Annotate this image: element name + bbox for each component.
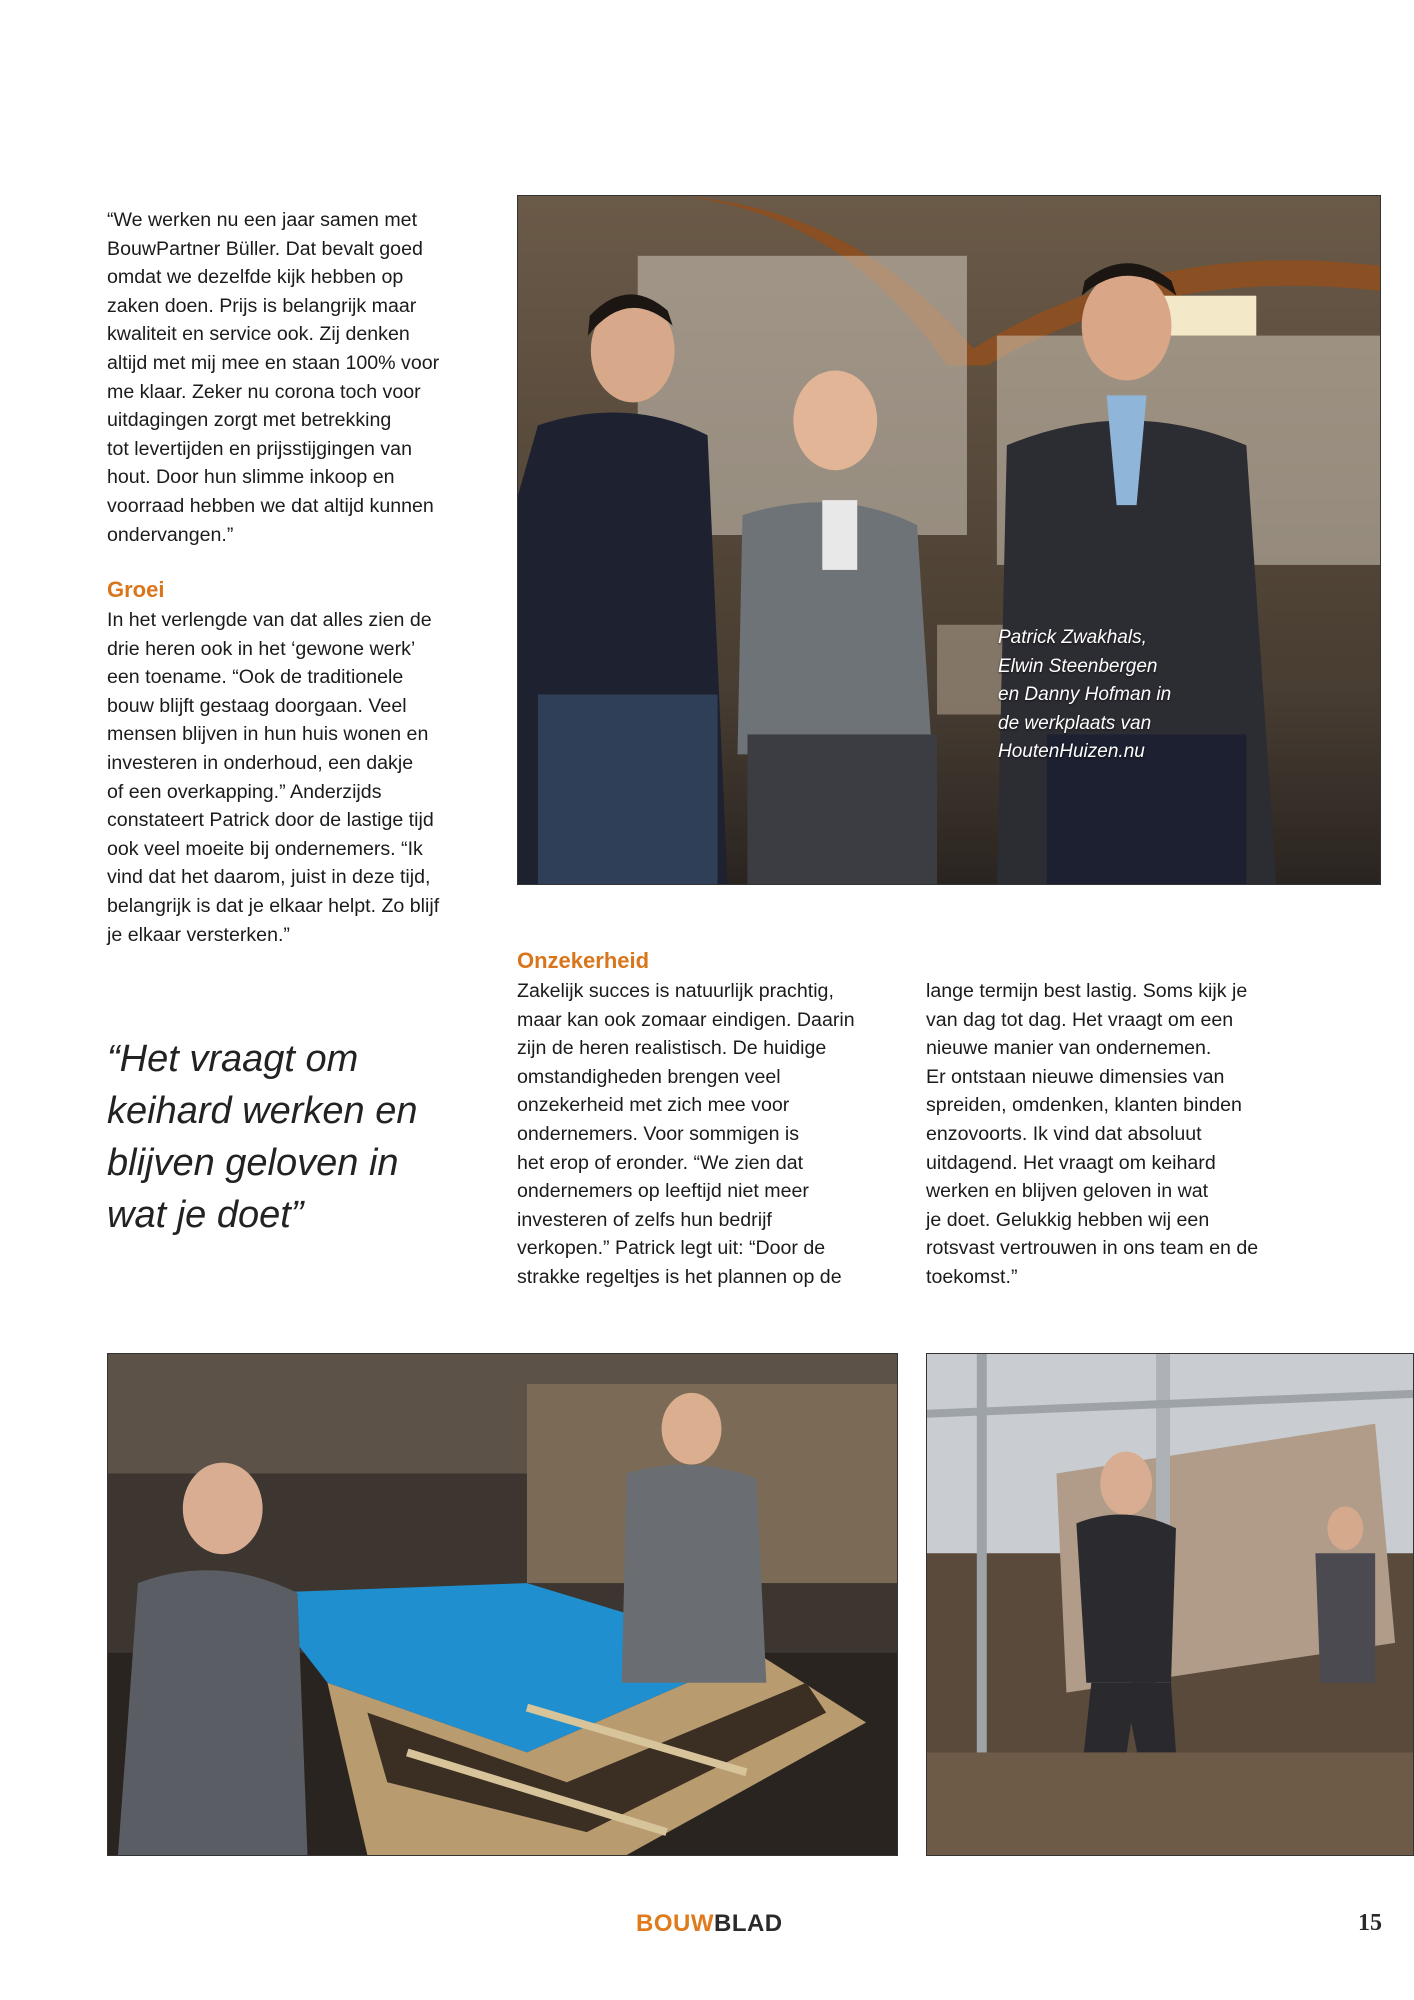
photo-caption: Patrick Zwakhals, Elwin Steenbergen en Danny Hofman in de werkplaats van HoutenHuizen.nu xyxy=(998,627,1172,763)
photo-workshop-three-men xyxy=(517,195,1381,885)
pull-quote: “Het vraagt om keihard werken en blijven geloven in wat je doet” xyxy=(107,1038,418,1236)
photo-workshop-illustration xyxy=(518,196,1380,884)
brand-bouw: BOUW xyxy=(636,1910,714,1937)
onzekerheid-heading: Onzekerheid xyxy=(517,948,650,973)
onzekerheid-column-2: lange termijn best lastig. Soms kijk je van dag tot dag. Het vraagt om een nieuwe manier van ondernemen. Er ontstaan nieuwe dimensies van spreiden, omdenken, klanten binden enzovoorts. Ik vind dat absoluut uitdagend. Het vraagt om keihard werken en blijven geloven in wat je doet. Gelukkig hebben wij een rotsvast vertrouwen in ons team en de toekomst.” xyxy=(926,980,1259,1288)
photo-construction-site xyxy=(926,1353,1414,1856)
photo-insulation-illustration xyxy=(108,1354,897,1855)
intro-paragraph: “We werken nu een jaar samen met BouwPartner Büller. Dat bevalt goed omdat we dezelfde kijk hebben op zaken doen. Prijs is belangrijk maar kwaliteit en service ook. Zij denken altijd met mij mee en staan 100% voor me klaar. Zeker nu corona toch voor uitdagingen zorgt met betrekking tot levertijden en prijsstijgingen van hout. Door hun slimme inkoop en voorraad hebben we dat altijd kunnen ondervangen.” xyxy=(107,209,440,546)
brand-blad: BLAD xyxy=(713,1910,783,1937)
photo-insulation-panel xyxy=(107,1353,898,1856)
footer-brand-logo xyxy=(636,1910,783,1938)
page-number: 15 xyxy=(1358,1910,1382,1936)
onzekerheid-column-1: Zakelijk succes is natuurlijk prachtig, maar kan ook zomaar eindigen. Daarin zijn de heren realistisch. De huidige omstandigheden brengen veel onzekerheid met zich mee voor ondernemers. Voor sommigen is het erop of eronder. “We zien dat ondernemers op leeftijd niet meer investeren of zelfs hun bedrijf verkopen.” Patrick legt uit: “Door de strakke regeltjes is het plannen op de xyxy=(517,980,855,1288)
photo-site-illustration xyxy=(927,1354,1413,1855)
groei-paragraph: In het verlengde van dat alles zien de drie heren ook in het ‘gewone werk’ een toename. “Ook de traditionele bouw blijft gestaag doorgaan. Veel mensen blijven in hun huis wonen en investeren in onderhoud, een dakje of een overkapping.” Anderzijds constateert Patrick door de lastige tijd ook veel moeite bij ondernemers. “Ik vind dat het daarom, juist in deze tijd, belangrijk is dat je elkaar helpt. Zo blijf je elkaar versterken.” xyxy=(107,609,440,946)
groei-heading: Groei xyxy=(107,577,165,602)
